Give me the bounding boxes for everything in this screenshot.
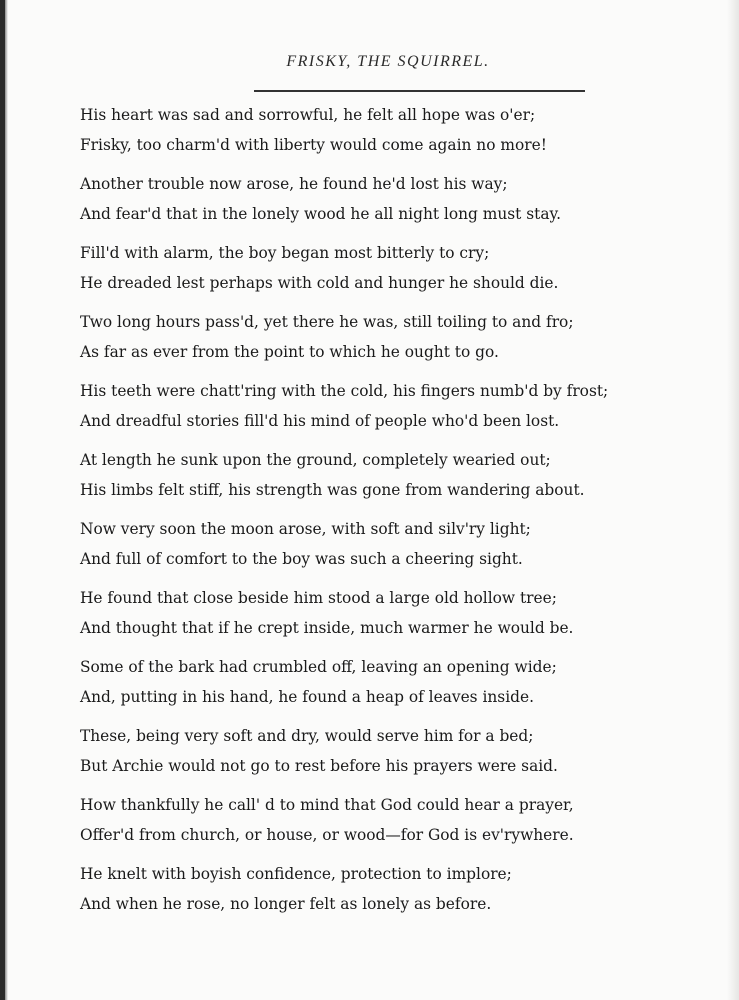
- poem-line: Fill'd with alarm, the boy began most bitterly to cry;: [80, 244, 490, 262]
- stanza: [80, 652, 720, 712]
- poem-line: And, putting in his hand, he found a heap of leaves inside.: [80, 688, 534, 706]
- poem-line: His teeth were chatt'ring with the cold, his fingers numb'd by frost;: [80, 382, 609, 400]
- poem-line: He knelt with boyish confidence, protection to implore;: [80, 865, 512, 883]
- poem-line: These, being very soft and dry, would serve him for a bed;: [80, 727, 534, 745]
- poem-line: And thought that if he crept inside, much warmer he would be.: [80, 619, 574, 637]
- poem-line: Frisky, too charm'd with liberty would come again no more!: [80, 136, 547, 154]
- stanza: [80, 721, 720, 781]
- stanza: [80, 238, 720, 298]
- poem-line: And when he rose, no longer felt as lonely as before.: [80, 895, 492, 913]
- poem-line: Two long hours pass'd, yet there he was, still toiling to and fro;: [80, 313, 574, 331]
- poem-line: And fear'd that in the lonely wood he all night long must stay.: [80, 205, 562, 223]
- stanza: [80, 445, 720, 505]
- poem-line: And dreadful stories fill'd his mind of people who'd been lost.: [80, 412, 560, 430]
- header-rule: [254, 90, 585, 92]
- stanza: [80, 859, 720, 919]
- poem-line: His heart was sad and sorrowful, he felt all hope was o'er;: [80, 106, 536, 124]
- poem-line: His limbs felt stiff, his strength was gone from wandering about.: [80, 481, 585, 499]
- page-edge-shadow: [727, 0, 739, 1000]
- poem-line: As far as ever from the point to which he ought to go.: [80, 343, 499, 361]
- stanza: [80, 514, 720, 574]
- stanza: [80, 169, 720, 229]
- poem-line: And full of comfort to the boy was such a cheering sight.: [80, 550, 523, 568]
- poem-line: Now very soon the moon arose, with soft and silv'ry light;: [80, 520, 531, 538]
- stanza: [80, 307, 720, 367]
- stanza: [80, 790, 720, 850]
- poem-line: Some of the bark had crumbled off, leaving an opening wide;: [80, 658, 557, 676]
- poem-line: He dreaded lest perhaps with cold and hunger he should die.: [80, 274, 559, 292]
- page-binding-shadow: [5, 0, 8, 1000]
- poem-line: Offer'd from church, or house, or wood—for God is ev'rywhere.: [80, 826, 574, 844]
- poem-line: At length he sunk upon the ground, completely wearied out;: [80, 451, 551, 469]
- poem-body: [80, 100, 720, 928]
- poem-line: Another trouble now arose, he found he'd lost his way;: [80, 175, 508, 193]
- poem-line: But Archie would not go to rest before his prayers were said.: [80, 757, 558, 775]
- stanza: [80, 583, 720, 643]
- poem-line: He found that close beside him stood a large old hollow tree;: [80, 589, 557, 607]
- stanza: [80, 376, 720, 436]
- stanza: [80, 100, 720, 160]
- running-head: FRISKY, THE SQUIRREL.: [286, 53, 490, 70]
- poem-line: How thankfully he call' d to mind that God could hear a prayer,: [80, 796, 574, 814]
